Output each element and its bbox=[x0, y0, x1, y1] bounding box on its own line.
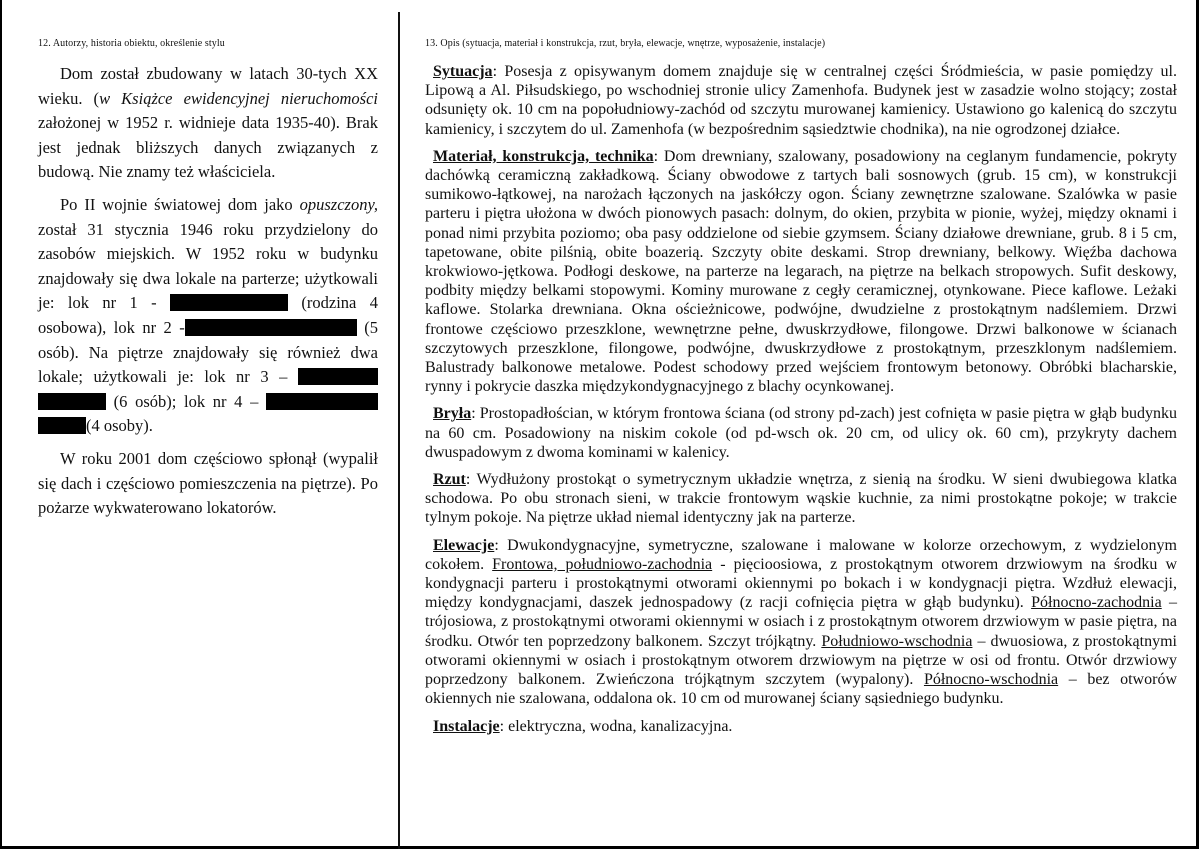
text-run: (5 osób). Na piętrze znajdowały się również dwa lokale; użytkowali je: lok nr 3 – bbox=[38, 317, 379, 387]
page-border-left bbox=[0, 0, 2, 849]
redaction-bar bbox=[38, 417, 86, 434]
redaction-bar bbox=[266, 393, 378, 410]
text-run: : Posesja z opisywanym domem znajduje się w centralnej części Śródmieścia, w pasie pomiędzy ul. Lipową a Al. Piłsudskiego, po wschodniej stronie ulicy Zamenhofa. Budynek jest w zasadzie wolno stojący; został odsunięty ok. 10 cm na popołudniowy-zachód od szczytu murowanej kamienicy. Ustawiono go kalenicą do szczytu kamienicy, i szczytem do ul. Zamenhofa (w bezpośrednim sąsiedztwie chodnika), na nie ogrodzonej działce. bbox=[425, 63, 1177, 138]
elevation-name: Północno-wschodnia bbox=[923, 671, 1059, 689]
text-run: został 31 stycznia 1946 roku przydzielony do zasobów miejskich. W 1952 roku w budynku znajdowały się dwa lokale na parterze; użytkowali je: lok nr 1 - bbox=[38, 219, 378, 313]
text-run: Dom został zbudowany w latach 30-tych XX wieku. ( bbox=[38, 64, 378, 108]
left-column bbox=[38, 38, 378, 521]
section-12-header: 12. Autorzy, historia obiektu, określenie stylu bbox=[38, 38, 225, 49]
text-run: - pięcioosiowa, z prostokątnym otworem drzwiowym na środku w kondygnacji parteru i prostokątnymi otworami okiennymi po bokach i w kondygnacji piętra. Wzdłuż elewacji, między kondygnacjami, daszek jednospadowy (z racji cofnięcia piętra w głąb budynku). bbox=[425, 555, 1178, 612]
elevation-name: Frontowa, południowo-zachodnia bbox=[492, 555, 713, 573]
text-run: (rodzina 4 osobowa), lok nr 2 - bbox=[38, 293, 378, 337]
elewacje-label: Elewacje bbox=[433, 536, 495, 554]
rzut-label: Rzut bbox=[433, 471, 466, 489]
column-divider bbox=[398, 12, 400, 849]
section-12-body bbox=[38, 62, 378, 521]
text-run: (4 osoby). bbox=[86, 416, 153, 436]
text-run: (6 osób); lok nr 4 – bbox=[106, 391, 266, 411]
text-run: : Dom drewniany, szalowany, posadowiony na ceglanym fundamencie, pokryty dachówką ceramiczną zakładkową. Ściany obwodowe z tartych bali sosnowych (grub. 15 cm), w konstrukcji sumikowo-łątkowej, na narożach łączonych na jaskółczy ogon. Ściany zewnętrzne szalowane. Szalówka w pasie parteru i piętra ułożona w dwóch pionowych pasach: dolnym, do okien, przybita w pionie, wyżej, między oknami i ponad nimi przybita poziomo; oba pasy oddzielone od siebie gzymsem. Ściany działowe drewniane, grub. 8 i 5 cm, tapetowane, obite pilśnią, obite boazerią. Szczyty obite deskami. Strop drewniany, belkowy. Więźba dachowa krokwiowo-jętkowa. Podłogi deskowe, na parterze na legarach, na piętrze na belkach stropowych. Sufit deskowy, podbity między belkami stopowymi. Kominy murowane z cegły ceramicznej, otynkowane. Piece kaflowe. Leżaki kaflowe. Stolarka drewniana. Okna ościeżnicowe, podwójne, dwudzielne z prostokątnym nadślemiem. Drzwi frontowe częściowo przeszklone, wewnętrzne pełne, dwuskrzydłowe, filongowe. Drzwi balkonowe w ścianach szczytowych przeszklone, filongowe, podwójne, dwuskrzydłowe z prostokątnym, przeszklonym nadślemiem. Balustrady balkonowe metalowe. Podest schodowy przed wejściem frontowym betonowy. Obróbki blacharskie, rynny i pokrycie daszka międzykondygnacyjnego z blachy ocynkowanej. bbox=[425, 147, 1177, 396]
instalacje-label: Instalacje bbox=[433, 717, 500, 735]
history-paragraph-1 bbox=[38, 62, 378, 185]
history-paragraph-3: W roku 2001 dom częściowo spłonął (wypalił się dach i częściowo pomieszczenia na piętrze). Po pożarze wykwaterowano lokatorów. bbox=[38, 448, 378, 518]
sytuacja-label: Sytuacja bbox=[433, 63, 493, 80]
section-13-header: 13. Opis (sytuacja, materiał i konstrukcja, rzut, bryła, elewacje, wnętrze, wyposażenie, instalacje) bbox=[425, 38, 826, 49]
elewacje-paragraph bbox=[425, 536, 1177, 709]
elevation-name: Północno-zachodnia bbox=[1031, 594, 1162, 612]
material-paragraph bbox=[425, 147, 1177, 397]
text-run: – trójosiowa, z prostokątnymi otworami okiennymi w osiach i z prostokątnym otworem drzwiowym w pasie piętra, na środku. Otwór ten poprzedzony balkonem. Szczyt trójkątny. bbox=[425, 594, 1177, 650]
bryla-paragraph bbox=[425, 404, 1177, 462]
history-paragraph-2 bbox=[38, 193, 378, 439]
redaction-bar bbox=[298, 368, 378, 385]
material-label: Materiał, konstrukcja, technika bbox=[433, 147, 654, 165]
italic-run: opuszczony, bbox=[299, 194, 378, 214]
elevation-name: Południowo-wschodnia bbox=[821, 632, 973, 650]
text-run: – dwuosiowa, z prostokątnymi otworami okiennymi w osiach i prostokątnym otworem drzwiowym na piętrze w osi od frontu. Otwór drzwiowy poprzedzony balkonem. Zwieńczona trójkątnym szczytem (wypalony). bbox=[425, 632, 1177, 689]
sytuacja-paragraph bbox=[425, 62, 1177, 139]
redaction-bar bbox=[38, 393, 106, 410]
rzut-paragraph bbox=[425, 470, 1177, 528]
instalacje-paragraph bbox=[425, 717, 1177, 736]
right-column bbox=[425, 38, 1177, 744]
text-run: Po II wojnie światowej dom jako bbox=[60, 194, 300, 214]
section-13-body bbox=[425, 62, 1177, 736]
text-run: : Prostopadłościan, w którym frontowa ściana (od strony pd-zach) jest cofnięta w pasie piętra w głąb budynku na 60 cm. Posadowiony na niskim cokole (od pd-wsch ok. 20 cm, od ulicy ok. 60 cm), przykryty dachem dwuspadowym z dwoma kominami w kalenicy. bbox=[425, 405, 1177, 461]
text-run: założonej w 1952 r. widnieje data 1935-40). Brak jest jednak bliższych danych związanych z budową. Nie znamy też właściciela. bbox=[38, 113, 378, 182]
text-run: : Wydłużony prostokąt o symetrycznym układzie wnętrza, z sienią na środku. W sieni dwubiegowa klatka schodowa. Po obu stronach sieni, w trakcie frontowym wąskie kuchnie, za nimi prostokątne pokoje; w trakcie tylnym pokoje. Na piętrze układ niemal identyczny jak na parterze. bbox=[425, 471, 1177, 527]
text-run: : Dwukondygnacyjne, symetryczne, szalowane i malowane w kolorze orzechowym, z wydzielonym cokołem. bbox=[425, 536, 1177, 573]
text-run: – bez otworów okiennych nie szalowana, oddalona ok. 10 cm od murowanej ściany sąsiedniego budynku. bbox=[425, 671, 1177, 708]
redaction-bar bbox=[185, 319, 357, 336]
text-run: : elektryczna, wodna, kanalizacyjna. bbox=[499, 717, 733, 735]
redaction-bar bbox=[170, 294, 288, 311]
bryla-label: Bryła bbox=[433, 405, 472, 423]
italic-run: w Książce ewidencyjnej nieruchomości bbox=[99, 88, 378, 108]
